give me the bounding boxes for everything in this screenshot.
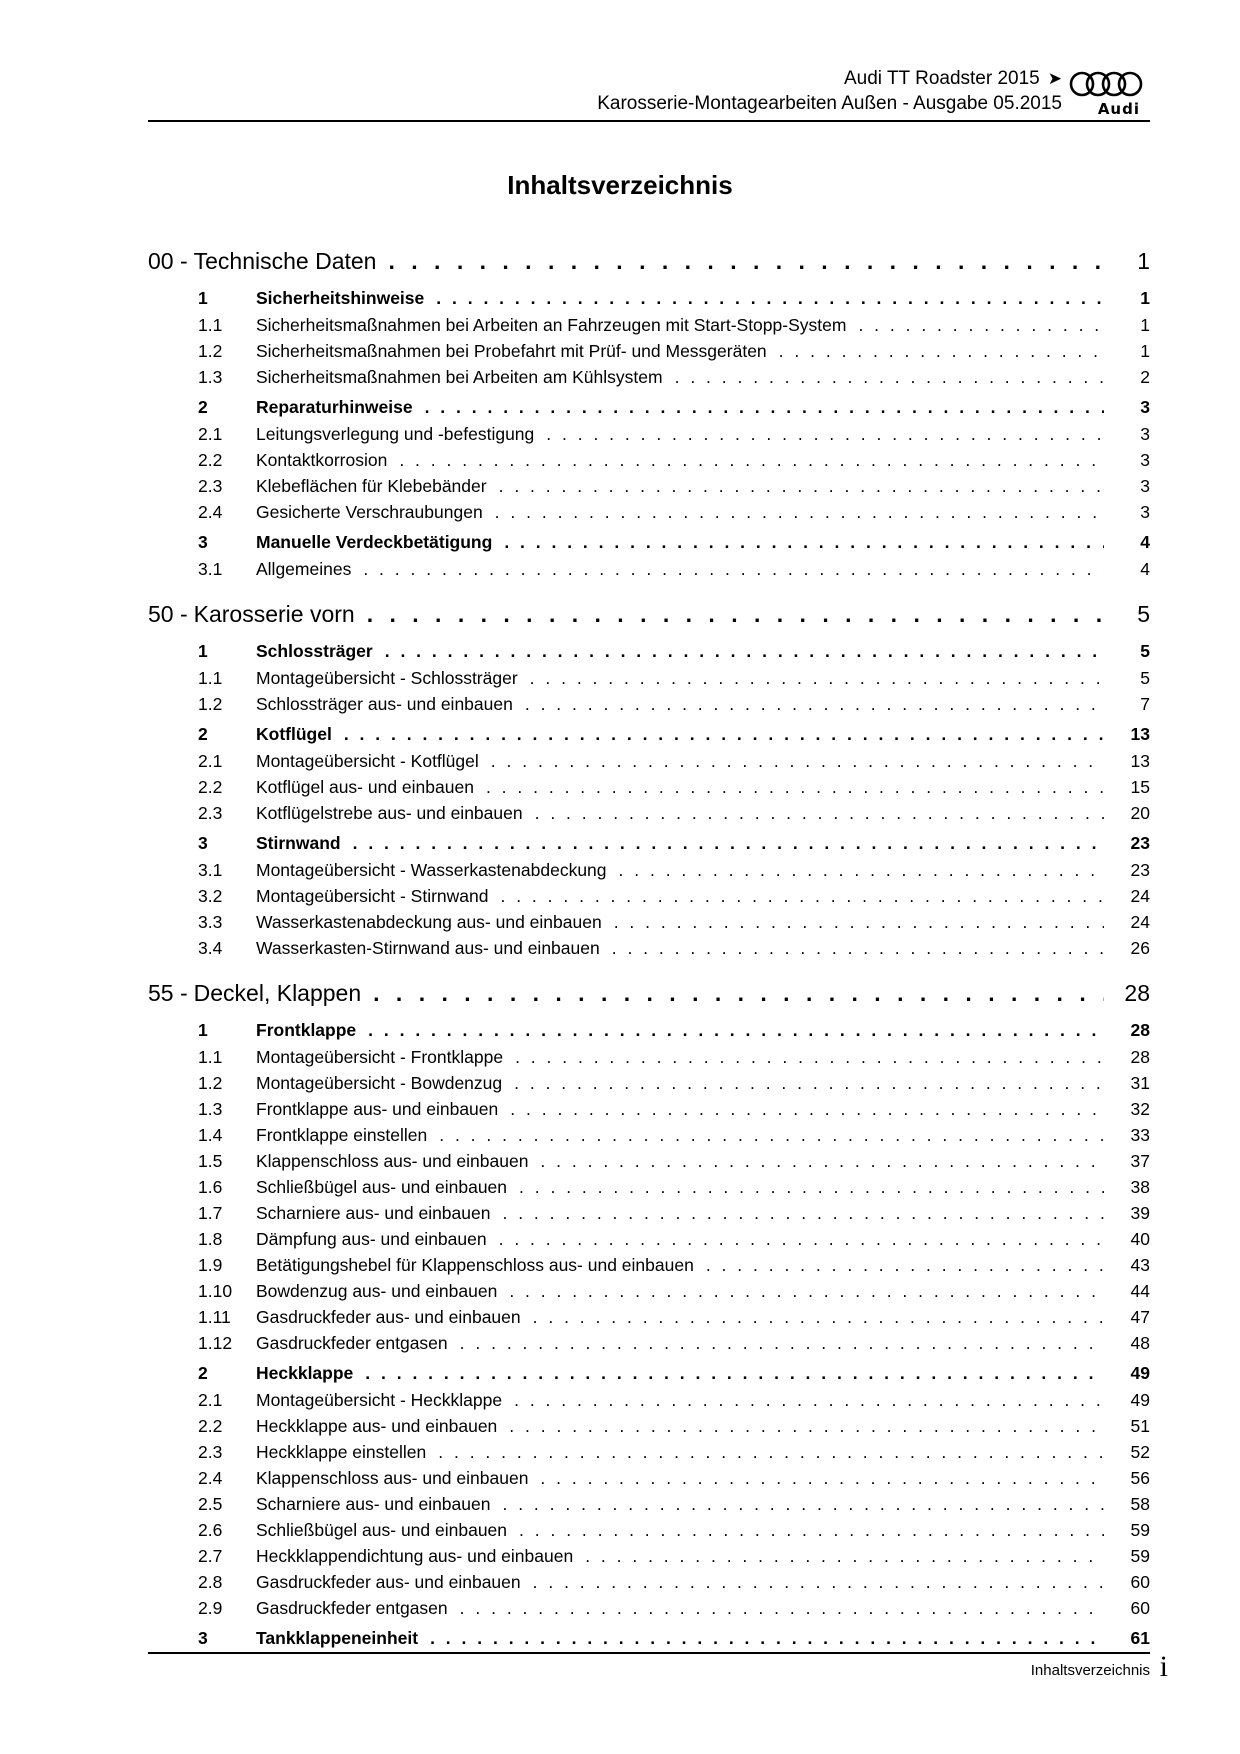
toc-entry-number: 3.1 [198, 860, 223, 880]
toc-dot-leader [585, 1546, 1104, 1567]
toc-entry-page: 60 [1130, 1598, 1150, 1618]
toc-entry-title: Betätigungshebel für Klappenschloss aus- und einbauen [256, 1255, 694, 1275]
toc-entry-title: Deckel, Klappen [193, 980, 362, 1006]
toc-entry-number: 1.4 [198, 1125, 223, 1145]
toc-entry-number: 2.2 [198, 1416, 223, 1436]
toc-entry-number: 1.1 [198, 668, 223, 688]
toc-entry-number: 1 [198, 641, 208, 661]
toc-entry-title: Dämpfung aus- und einbauen [256, 1229, 487, 1249]
toc-entry-page: 4 [1140, 532, 1150, 552]
toc-entry-page: 33 [1130, 1125, 1150, 1145]
toc-dot-leader [519, 1520, 1104, 1541]
toc-entry-title: Karosserie vorn [193, 601, 355, 627]
toc-entry-number: 1.5 [198, 1151, 223, 1171]
footer-page-number: i [1159, 1650, 1168, 1683]
toc-dot-leader [675, 367, 1104, 388]
toc-entry-number: 2.5 [198, 1494, 223, 1514]
toc-entry-number: 2.3 [198, 1442, 223, 1462]
toc-entry-number: 1.6 [198, 1177, 223, 1197]
toc-sub-row[interactable] [148, 1177, 1150, 1203]
toc-dot-leader [509, 1281, 1104, 1302]
toc-entry-title: Sicherheitsmaßnahmen bei Arbeiten am Kühlsystem [256, 367, 663, 387]
toc-dot-leader [514, 1073, 1104, 1094]
chapter-gap [148, 964, 1150, 974]
toc-entry-number: 3.4 [198, 938, 223, 958]
toc-dot-leader [533, 1307, 1104, 1328]
toc-entry-title: Scharniere aus- und einbauen [256, 1203, 491, 1223]
toc-entry-title: Montageübersicht - Stirnwand [256, 886, 489, 906]
toc-chapter-row[interactable] [148, 980, 1150, 1016]
toc-entry-number: 50 - [148, 601, 188, 627]
toc-entry-title: Manuelle Verdeckbetätigung [256, 532, 493, 552]
toc-entry-number: 1 [198, 288, 208, 308]
toc-dot-leader [353, 833, 1104, 854]
toc-entry-page: 5 [1140, 668, 1150, 688]
toc-dot-leader [502, 1203, 1104, 1224]
toc-entry-number: 2.2 [198, 777, 223, 797]
toc-sub-row[interactable] [148, 777, 1150, 803]
toc-chapter-row[interactable] [148, 248, 1150, 284]
toc-entry-page: 4 [1140, 559, 1150, 579]
toc-entry-number: 3 [198, 833, 208, 853]
toc-sub-row[interactable] [148, 1255, 1150, 1281]
toc-entry-page: 49 [1130, 1390, 1150, 1410]
toc-entry-number: 2.8 [198, 1572, 223, 1592]
toc-entry-title: Technische Daten [193, 248, 377, 274]
toc-entry-number: 1.11 [198, 1307, 231, 1327]
toc-dot-leader [460, 1333, 1104, 1354]
toc-entry-number: 1.10 [198, 1281, 233, 1301]
toc-entry-number: 3.3 [198, 912, 223, 932]
toc-sub-row[interactable] [148, 1598, 1150, 1624]
toc-entry-page: 31 [1130, 1073, 1150, 1093]
toc-entry-number: 3.2 [198, 886, 223, 906]
toc-entry-title: Schlossträger aus- und einbauen [256, 694, 513, 714]
toc-entry-number: 3.1 [198, 559, 223, 579]
toc-section-row[interactable] [148, 1020, 1150, 1047]
toc-entry-number: 2.4 [198, 1468, 223, 1488]
toc-dot-leader [363, 559, 1104, 580]
toc-entry-number: 00 - [148, 248, 188, 274]
toc-sub-row[interactable] [148, 502, 1150, 528]
toc-entry-title: Sicherheitsmaßnahmen bei Probefahrt mit Prüf- und Messgeräten [256, 341, 767, 361]
toc-entry-title: Montageübersicht - Schlossträger [256, 668, 518, 688]
toc-sub-row[interactable] [148, 1546, 1150, 1572]
toc-entry-title: Kotflügel aus- und einbauen [256, 777, 474, 797]
toc-entry-title: Schließbügel aus- und einbauen [256, 1520, 508, 1540]
toc-sub-row[interactable] [148, 912, 1150, 938]
toc-entry-page: 44 [1130, 1281, 1150, 1301]
toc-sub-row[interactable] [148, 938, 1150, 964]
toc-dot-leader [399, 450, 1104, 471]
toc-entry-title: Sicherheitsmaßnahmen bei Arbeiten an Fahrzeugen mit Start-Stopp-System [256, 315, 847, 335]
toc-dot-leader [519, 1177, 1104, 1198]
toc-dot-leader [367, 601, 1104, 628]
header-model: Audi TT Roadster 2015 [843, 68, 1040, 89]
toc-dot-leader [491, 751, 1104, 772]
toc-entry-page: 59 [1130, 1546, 1150, 1566]
toc-dot-leader [368, 1020, 1104, 1041]
toc-entry-number: 3 [198, 532, 208, 552]
toc-section-row[interactable] [148, 724, 1150, 751]
toc-entry-title: Klappenschloss aus- und einbauen [256, 1151, 529, 1171]
page-header [150, 66, 1150, 124]
toc-dot-leader [509, 1416, 1104, 1437]
toc-section-row[interactable] [148, 288, 1150, 315]
toc-sub-row[interactable] [148, 1125, 1150, 1151]
toc-section-row[interactable] [148, 641, 1150, 668]
toc-entry-title: Frontklappe [256, 1020, 357, 1040]
toc-entry-number: 1.2 [198, 694, 223, 714]
toc-entry-title: Heckklappe [256, 1363, 354, 1383]
toc-sub-row[interactable] [148, 341, 1150, 367]
toc-entry-title: Allgemeines [256, 559, 352, 579]
toc-entry-number: 1.9 [198, 1255, 223, 1275]
toc-sub-row[interactable] [148, 1073, 1150, 1099]
toc-dot-leader [365, 1363, 1104, 1384]
toc-dot-leader [344, 724, 1104, 745]
toc-entry-number: 2.7 [198, 1546, 223, 1566]
toc-entry-title: Schlossträger [256, 641, 373, 661]
toc-dot-leader [500, 886, 1104, 907]
audi-rings-icon [1066, 70, 1150, 100]
toc-entry-title: Kotflügel [256, 724, 332, 744]
toc-sub-row[interactable] [148, 476, 1150, 502]
toc-entry-title: Scharniere aus- und einbauen [256, 1494, 491, 1514]
toc-dot-leader [779, 341, 1104, 362]
toc-entry-page: 24 [1130, 912, 1150, 932]
toc-entry-page: 5 [1140, 641, 1150, 661]
toc-entry-page: 37 [1130, 1151, 1150, 1171]
toc-entry-page: 2 [1140, 367, 1150, 387]
toc-sub-row[interactable] [148, 1416, 1150, 1442]
toc-entry-title: Gasdruckfeder aus- und einbauen [256, 1307, 521, 1327]
toc-dot-leader [546, 424, 1104, 445]
toc-entry-page: 23 [1130, 833, 1150, 853]
page-title: Inhaltsverzeichnis [507, 170, 733, 200]
audi-logo-word: Audi [1097, 100, 1140, 118]
toc-entry-page: 40 [1130, 1229, 1150, 1249]
toc-entry-page: 1 [1140, 341, 1150, 361]
toc-entry-title: Gasdruckfeder entgasen [256, 1333, 448, 1353]
toc-entry-number: 2.3 [198, 476, 223, 496]
toc-dot-leader [499, 476, 1104, 497]
toc-entry-page: 51 [1130, 1416, 1150, 1436]
toc-entry-title: Frontklappe einstellen [256, 1125, 428, 1145]
toc-entry-number: 2 [198, 397, 208, 417]
toc-dot-leader [514, 1390, 1104, 1411]
toc-chapter-row[interactable] [148, 601, 1150, 637]
toc-entry-number: 1.3 [198, 367, 223, 387]
toc-entry-page: 7 [1140, 694, 1150, 714]
toc-dot-leader [530, 668, 1104, 689]
toc-entry-page: 43 [1130, 1255, 1150, 1275]
toc-entry-title: Heckklappendichtung aus- und einbauen [256, 1546, 574, 1566]
toc-dot-leader [388, 248, 1104, 275]
toc-entry-page: 32 [1130, 1099, 1150, 1119]
toc-dot-leader [619, 860, 1104, 881]
toc-entry-title: Frontklappe aus- und einbauen [256, 1099, 499, 1119]
toc-entry-page: 13 [1130, 724, 1150, 744]
toc-entry-number: 2.6 [198, 1520, 223, 1540]
toc-entry-number: 2.1 [198, 424, 223, 444]
toc-sub-row[interactable] [148, 315, 1150, 341]
toc-entry-title: Kotflügelstrebe aus- und einbauen [256, 803, 523, 823]
header-model-line [597, 66, 1062, 91]
toc-entry-page: 39 [1130, 1203, 1150, 1223]
toc-dot-leader [504, 532, 1104, 553]
toc-entry-page: 20 [1130, 803, 1150, 823]
toc-entry-page: 49 [1130, 1363, 1150, 1383]
chapter-gap [148, 585, 1150, 595]
toc-entry-title: Montageübersicht - Heckklappe [256, 1390, 503, 1410]
toc-dot-leader [436, 288, 1104, 309]
toc-sub-row[interactable] [148, 860, 1150, 886]
toc-dot-leader [502, 1494, 1104, 1515]
toc-sub-row[interactable] [148, 1047, 1150, 1073]
toc-sub-row[interactable] [148, 1307, 1150, 1333]
toc-dot-leader [612, 938, 1104, 959]
toc-entry-title: Gasdruckfeder aus- und einbauen [256, 1572, 521, 1592]
toc-dot-leader [373, 980, 1104, 1007]
toc-sub-row[interactable] [148, 751, 1150, 777]
toc-section-row[interactable] [148, 833, 1150, 860]
toc-entry-page: 38 [1130, 1177, 1150, 1197]
toc-entry-number: 2 [198, 1363, 208, 1383]
toc-entry-title: Klappenschloss aus- und einbauen [256, 1468, 529, 1488]
toc-entry-page: 56 [1130, 1468, 1150, 1488]
toc-entry-number: 2.1 [198, 1390, 223, 1410]
toc-dot-leader [614, 912, 1104, 933]
toc-dot-leader [706, 1255, 1104, 1276]
toc-sub-row[interactable] [148, 367, 1150, 393]
footer-rule [148, 1652, 1150, 1654]
toc-entry-number: 1.12 [198, 1333, 233, 1353]
toc-entry-number: 2.1 [198, 751, 223, 771]
toc-entry-title: Tankklappeneinheit [256, 1628, 419, 1648]
toc-section-row[interactable] [148, 1628, 1150, 1655]
toc-entry-number: 3 [198, 1628, 208, 1648]
toc-entry-number: 2 [198, 724, 208, 744]
toc-dot-leader [425, 397, 1104, 418]
footer-label: Inhaltsverzeichnis [1030, 1662, 1150, 1679]
toc-entry-title: Schließbügel aus- und einbauen [256, 1177, 508, 1197]
toc-sub-row[interactable] [148, 1281, 1150, 1307]
toc-dot-leader [533, 1572, 1104, 1593]
toc-entry-title: Leitungsverlegung und -befestigung [256, 424, 535, 444]
toc-entry-page: 3 [1140, 424, 1150, 444]
toc-section-row[interactable] [148, 1363, 1150, 1390]
toc-sub-row[interactable] [148, 1203, 1150, 1229]
toc-dot-leader [858, 315, 1104, 336]
toc-sub-row[interactable] [148, 803, 1150, 829]
header-manual: Karosserie-Montagearbeiten Außen - Ausgabe 05.2015 [597, 93, 1062, 114]
toc-entry-number: 1 [198, 1020, 208, 1040]
toc-sub-row[interactable] [148, 450, 1150, 476]
toc-dot-leader [385, 641, 1104, 662]
toc-dot-leader [460, 1598, 1104, 1619]
header-text [597, 66, 1062, 116]
toc-entry-page: 52 [1130, 1442, 1150, 1462]
toc-sub-row[interactable] [148, 1151, 1150, 1177]
toc-dot-leader [486, 777, 1104, 798]
toc-entry-title: Klebeflächen für Klebebänder [256, 476, 487, 496]
toc-entry-page: 28 [1124, 980, 1150, 1006]
toc-entry-number: 2.3 [198, 803, 223, 823]
toc-section-row[interactable] [148, 532, 1150, 559]
toc-entry-title: Gesicherte Verschraubungen [256, 502, 483, 522]
toc-sub-row[interactable] [148, 1442, 1150, 1468]
toc-entry-page: 3 [1140, 476, 1150, 496]
toc-dot-leader [525, 694, 1104, 715]
toc-entry-page: 3 [1140, 502, 1150, 522]
toc-dot-leader [430, 1628, 1104, 1649]
toc-entry-page: 23 [1130, 860, 1150, 880]
toc-entry-number: 1.7 [198, 1203, 223, 1223]
toc-entry-number: 2.2 [198, 450, 223, 470]
toc-entry-title: Gasdruckfeder entgasen [256, 1598, 448, 1618]
toc-sub-row[interactable] [148, 1099, 1150, 1125]
toc-sub-row[interactable] [148, 424, 1150, 450]
toc-sub-row[interactable] [148, 1229, 1150, 1255]
toc-entry-number: 2.4 [198, 502, 223, 522]
toc-entry-number: 1.8 [198, 1229, 223, 1249]
toc-entry-page: 1 [1140, 315, 1150, 335]
header-rule [148, 120, 1150, 122]
toc-entry-page: 24 [1130, 886, 1150, 906]
toc-dot-leader [535, 803, 1104, 824]
toc-entry-page: 5 [1137, 601, 1150, 627]
arrow-right-icon: ➤ [1047, 69, 1062, 88]
toc-dot-leader [540, 1468, 1104, 1489]
toc-entry-page: 3 [1140, 450, 1150, 470]
toc-entry-page: 26 [1130, 938, 1150, 958]
toc-entry-title: Montageübersicht - Kotflügel [256, 751, 479, 771]
toc-sub-row[interactable] [148, 1572, 1150, 1598]
toc-entry-title: Kontaktkorrosion [256, 450, 388, 470]
toc-entry-page: 1 [1140, 288, 1150, 308]
toc-entry-page: 28 [1130, 1020, 1150, 1040]
toc-dot-leader [515, 1047, 1104, 1068]
toc-entry-title: Wasserkastenabdeckung aus- und einbauen [256, 912, 602, 932]
toc-sub-row[interactable] [148, 559, 1150, 585]
toc-sub-row[interactable] [148, 1494, 1150, 1520]
toc-entry-number: 1.3 [198, 1099, 223, 1119]
toc-entry-title: Wasserkasten-Stirnwand aus- und einbauen [256, 938, 600, 958]
toc-entry-page: 28 [1130, 1047, 1150, 1067]
toc-entry-number: 1.2 [198, 1073, 223, 1093]
toc-entry-title: Sicherheitshinweise [256, 288, 425, 308]
toc-sub-row[interactable] [148, 1390, 1150, 1416]
toc-entry-title: Heckklappe einstellen [256, 1442, 427, 1462]
toc-sub-row[interactable] [148, 694, 1150, 720]
toc-sub-row[interactable] [148, 668, 1150, 694]
toc-sub-row[interactable] [148, 1520, 1150, 1546]
toc-entry-number: 1.2 [198, 341, 223, 361]
toc-entry-page: 59 [1130, 1520, 1150, 1540]
toc-entry-page: 48 [1130, 1333, 1150, 1353]
toc-entry-page: 13 [1130, 751, 1150, 771]
toc-dot-leader [499, 1229, 1104, 1250]
toc-entry-page: 61 [1130, 1628, 1150, 1648]
toc-entry-page: 58 [1130, 1494, 1150, 1514]
table-of-contents [148, 242, 1150, 1655]
toc-entry-page: 47 [1130, 1307, 1150, 1327]
toc-entry-title: Reparaturhinweise [256, 397, 413, 417]
toc-entry-title: Bowdenzug aus- und einbauen [256, 1281, 498, 1301]
toc-entry-page: 60 [1130, 1572, 1150, 1592]
toc-entry-title: Montageübersicht - Wasserkastenabdeckung [256, 860, 607, 880]
toc-entry-number: 1.1 [198, 315, 223, 335]
toc-entry-page: 3 [1140, 397, 1150, 417]
toc-entry-title: Stirnwand [256, 833, 341, 853]
toc-entry-title: Heckklappe aus- und einbauen [256, 1416, 498, 1436]
toc-section-row[interactable] [148, 397, 1150, 424]
toc-dot-leader [510, 1099, 1104, 1120]
toc-entry-page: 15 [1130, 777, 1150, 797]
toc-sub-row[interactable] [148, 1333, 1150, 1359]
toc-entry-number: 55 - [148, 980, 188, 1006]
toc-dot-leader [495, 502, 1104, 523]
toc-entry-title: Montageübersicht - Frontklappe [256, 1047, 504, 1067]
toc-entry-title: Montageübersicht - Bowdenzug [256, 1073, 503, 1093]
audi-logo [1066, 70, 1150, 118]
toc-sub-row[interactable] [148, 886, 1150, 912]
toc-entry-number: 2.9 [198, 1598, 223, 1618]
toc-dot-leader [438, 1442, 1104, 1463]
toc-sub-row[interactable] [148, 1468, 1150, 1494]
toc-entry-number: 1.1 [198, 1047, 223, 1067]
toc-entry-page: 1 [1137, 248, 1150, 274]
toc-dot-leader [439, 1125, 1104, 1146]
toc-dot-leader [540, 1151, 1104, 1172]
